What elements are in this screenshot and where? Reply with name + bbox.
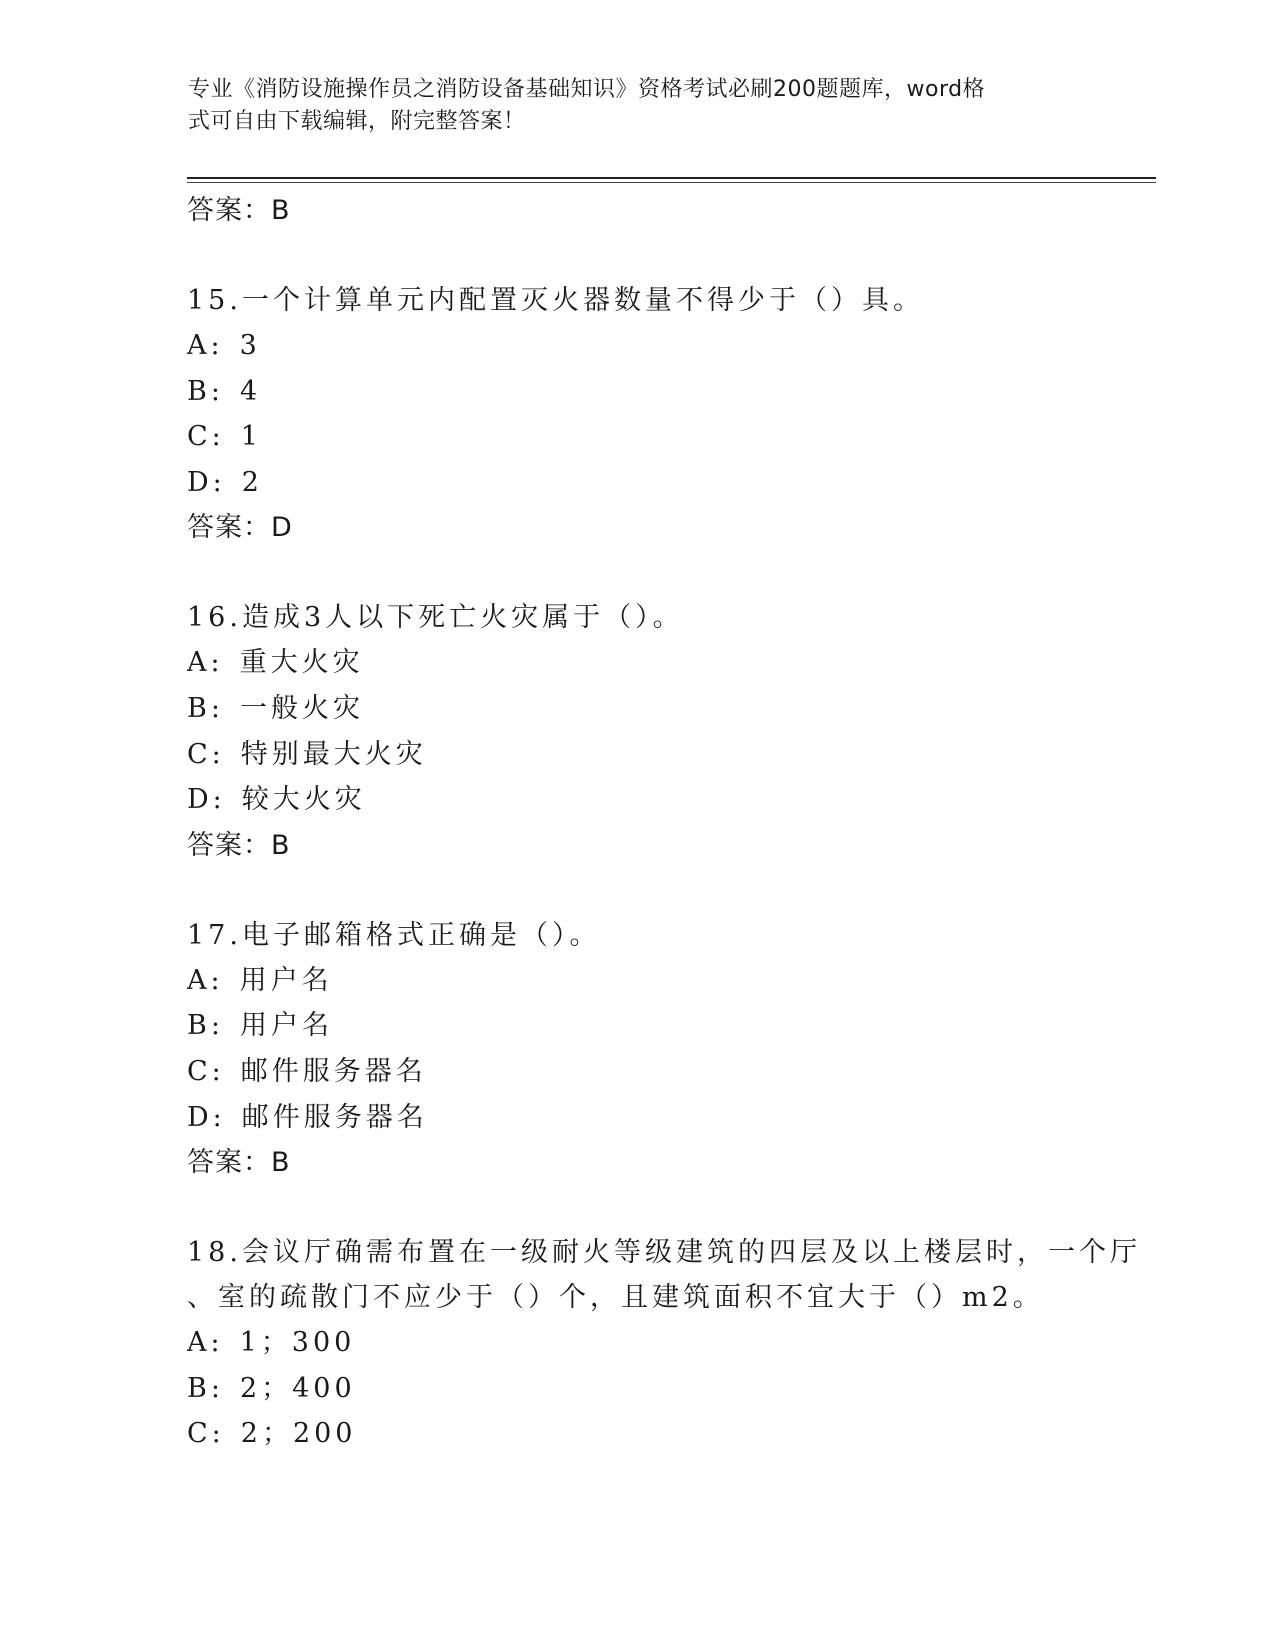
option-label: B: [187, 1372, 224, 1404]
option-label: C: [187, 1055, 225, 1087]
question-text-15: 15.一个计算单元内配置灭火器数量不得少于（）具。 [187, 285, 924, 316]
question-block-15 [187, 278, 1147, 550]
option-a [187, 958, 1147, 1004]
option-text: 重大火灾 [239, 647, 364, 679]
option-label: A: [187, 1327, 224, 1359]
option-a [187, 323, 1147, 369]
option-d [187, 1095, 1147, 1141]
option-text: 3 [239, 330, 261, 361]
option-label: D: [187, 784, 226, 816]
option-c [187, 414, 1147, 460]
option-text: 较大火灾 [241, 784, 366, 816]
option-text: 2；400 [239, 1372, 356, 1404]
spacer [187, 868, 1147, 913]
option-b [187, 1003, 1147, 1049]
option-label: D: [187, 1101, 226, 1133]
option-a [187, 640, 1147, 686]
spacer [187, 550, 1147, 595]
option-c [187, 1411, 1147, 1457]
question-block-18 [187, 1230, 1147, 1457]
question-text-18-line-1: 18.会议厅确需布置在一级耐火等级建筑的四层及以上楼层时，一个厅 [187, 1237, 1141, 1269]
question-text-17: 17.电子邮箱格式正确是（）。 [187, 919, 601, 951]
option-label: B: [187, 692, 224, 724]
option-text: 2；200 [240, 1418, 357, 1450]
question-list [187, 188, 1147, 1457]
option-text: 用户名 [239, 964, 333, 996]
header-rule-thin [187, 182, 1156, 183]
answer-q15: 答案：D [187, 512, 293, 544]
option-d [187, 777, 1147, 823]
option-b [187, 1366, 1147, 1412]
spacer [187, 233, 1147, 278]
option-text: 邮件服务器名 [240, 1055, 427, 1087]
header-rule-thick [187, 177, 1156, 179]
option-text: 1；300 [239, 1327, 356, 1359]
option-label: C: [187, 738, 225, 770]
option-text: 1 [240, 421, 262, 453]
answer-q16: 答案：B [187, 829, 291, 861]
option-label: D: [187, 466, 226, 498]
question-text-18-line-2: 、室的疏散门不应少于（）个，且建筑面积不宜大于（）m2。 [187, 1282, 1044, 1314]
header-line-1: 专业《消防设施操作员之消防设备基础知识》资格考试必刷200题题库，word格 [188, 77, 986, 102]
option-text: 2 [241, 466, 263, 498]
question-block-17 [187, 913, 1147, 1185]
option-label: C: [187, 421, 225, 453]
answer-q14: 答案：B [187, 195, 291, 226]
option-label: C: [187, 1418, 225, 1450]
spacer [187, 1185, 1147, 1230]
option-text: 一般火灾 [239, 692, 364, 724]
option-text: 用户名 [239, 1010, 333, 1042]
option-a [187, 1320, 1147, 1366]
option-c [187, 732, 1147, 778]
option-d [187, 460, 1147, 506]
question-text-16: 16.造成3人以下死亡火灾属于（）。 [187, 602, 684, 634]
answer-q17: 答案：B [187, 1147, 291, 1179]
option-label: A: [187, 647, 224, 679]
option-label: A: [187, 330, 224, 361]
option-b [187, 686, 1147, 732]
option-label: B: [187, 375, 224, 407]
option-text: 邮件服务器名 [241, 1101, 428, 1133]
option-text: 特别最大火灾 [240, 738, 427, 770]
option-b [187, 369, 1147, 415]
question-block-16 [187, 595, 1147, 867]
option-c [187, 1049, 1147, 1095]
option-label: A: [187, 964, 224, 996]
option-text: 4 [239, 375, 262, 407]
document-header [188, 74, 1068, 138]
header-line-2: 式可自由下载编辑，附完整答案！ [188, 109, 526, 134]
option-label: B: [187, 1010, 224, 1042]
